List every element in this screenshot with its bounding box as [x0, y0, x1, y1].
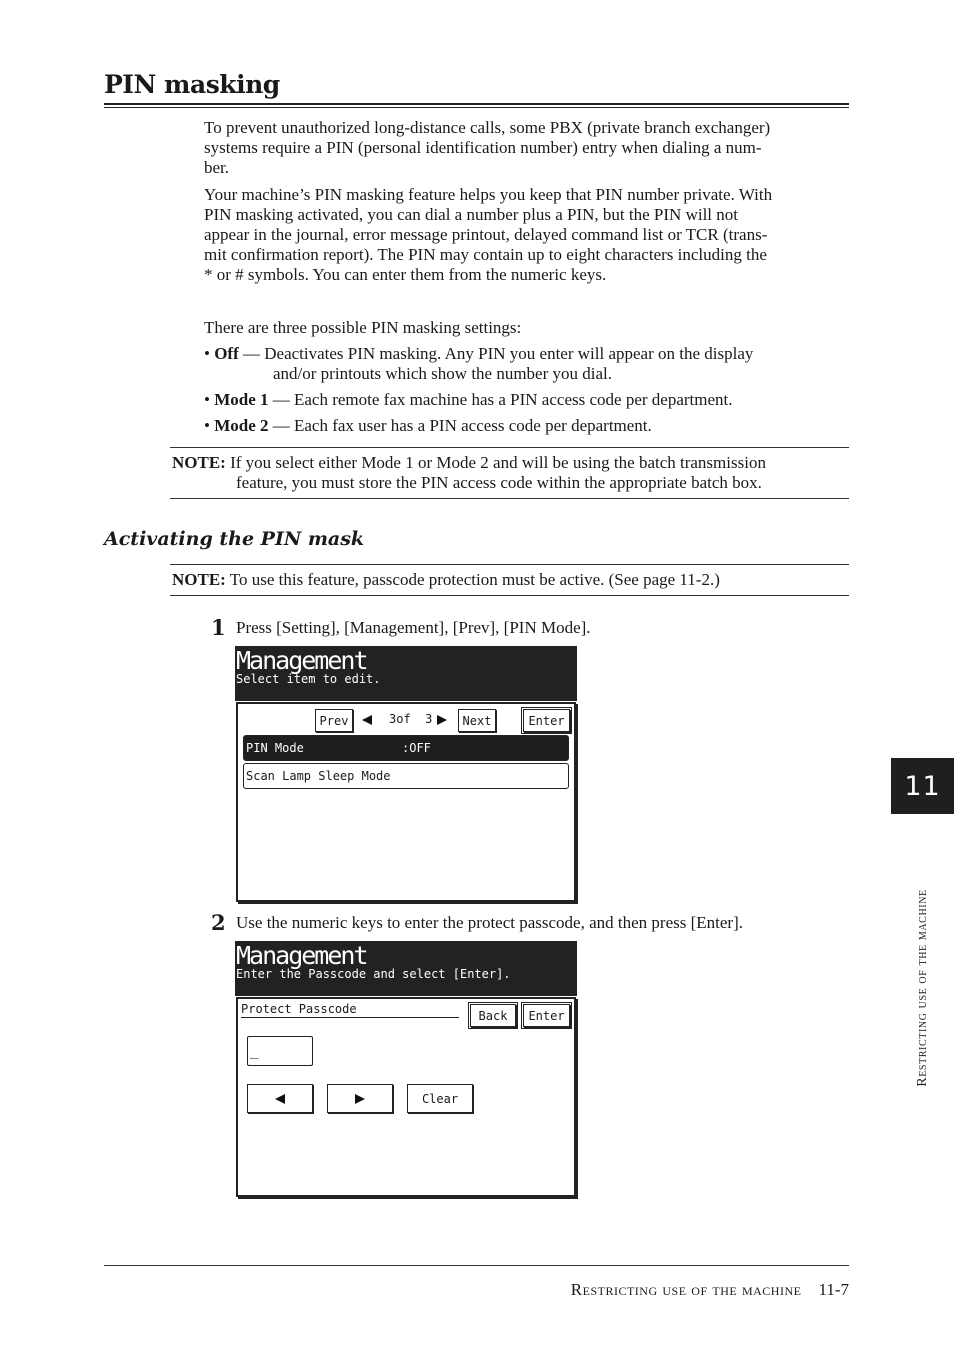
lcd-title: Management — [236, 941, 367, 970]
settings-intro: There are three possible PIN masking settings: — [204, 318, 522, 337]
lcd-panel — [236, 702, 576, 902]
title-rule-thin — [104, 107, 849, 108]
text-line: mit confirmation report). The PIN may contain up to eight characters including the — [204, 245, 767, 264]
setting-bullet-off: • Off — Deactivates PIN masking. Any PIN you enter will appear on the display and/or printouts which show the number you dial. — [204, 344, 852, 384]
lcd-panel — [236, 997, 576, 1197]
note-label: NOTE: — [172, 570, 226, 589]
enter-button[interactable]: Enter — [523, 709, 570, 732]
text-line: * or # symbols. You can enter them from the numeric keys. — [204, 265, 607, 284]
note-text: If you select either Mode 1 or Mode 2 and will be using the batch transmission — [230, 453, 766, 472]
list-item-scan-lamp[interactable] — [243, 763, 569, 789]
step-number: 2 — [211, 910, 226, 935]
lcd-screen-pin-mode — [235, 646, 577, 902]
intro-paragraph-2 — [204, 185, 852, 285]
clear-button[interactable]: Clear — [407, 1084, 473, 1113]
lcd-header — [235, 646, 577, 701]
setting-label: Off — [214, 344, 239, 363]
note-rule-bottom — [170, 498, 849, 499]
setting-bullet-mode1: • Mode 1 — Each remote fax machine has a PIN access code per department. — [204, 390, 733, 409]
item-label: PIN Mode — [246, 741, 304, 755]
note-text-cont: feature, you must store the PIN access code within the appropriate batch box. — [236, 473, 762, 492]
section-title: PIN masking — [104, 70, 280, 99]
setting-bullet-mode2: • Mode 2 — Each fax user has a PIN access code per department. — [204, 416, 652, 435]
field-label: Protect Passcode — [241, 1002, 459, 1018]
text-line: appear in the journal, error message printout, delayed command list or TCR (trans- — [204, 225, 768, 244]
lcd-screen-passcode — [235, 941, 577, 1197]
footer-chapter-title: Restricting use of the machine — [570, 1280, 802, 1299]
footer-rule — [104, 1265, 849, 1266]
page-number: 11-7 — [818, 1280, 849, 1299]
note-label: NOTE: — [172, 453, 226, 472]
side-chapter-label — [888, 828, 954, 1148]
note-rule-top — [170, 447, 849, 448]
footer — [400, 1280, 849, 1300]
text-line: systems require a PIN (personal identification number) entry when dialing a num- — [204, 138, 762, 157]
note-text: To use this feature, passcode protection must be active. (See page 11-2.) — [229, 570, 720, 589]
setting-desc: — Deactivates PIN masking. Any PIN you enter will appear on the display — [238, 344, 754, 363]
step-text: Use the numeric keys to enter the protect passcode, and then press [Enter]. — [236, 913, 743, 932]
lcd-title: Management — [236, 646, 367, 675]
note-rule-bottom — [170, 595, 849, 596]
cursor-left-button[interactable] — [247, 1084, 313, 1113]
text-line: Your machine’s PIN masking feature helps you keep that PIN number private. With — [204, 185, 773, 204]
item-value: :OFF — [402, 741, 431, 755]
subsection-title: Activating the PIN mask — [104, 528, 365, 550]
list-item-pin-mode[interactable] — [243, 735, 569, 761]
side-label-text: Restricting use of the machine — [915, 889, 930, 1087]
setting-desc-cont: and/or printouts which show the number you dial. — [273, 364, 613, 383]
note-batch — [172, 453, 849, 493]
setting-desc: — Each fax user has a PIN access code per department. — [268, 416, 652, 435]
step-text: Press [Setting], [Management], [Prev], [PIN Mode]. — [236, 618, 591, 637]
right-arrow-icon — [355, 1094, 365, 1104]
text-line: ber. — [204, 158, 230, 177]
lcd-subtitle: Enter the Passcode and select [Enter]. — [236, 967, 511, 981]
text-line: To prevent unauthorized long-distance calls, some PBX (private branch exchanger) — [204, 118, 771, 137]
item-label: Scan Lamp Sleep Mode — [246, 769, 391, 783]
note-passcode — [172, 570, 849, 590]
passcode-input[interactable]: _ — [247, 1036, 313, 1066]
lcd-subtitle: Select item to edit. — [236, 672, 381, 686]
step-number: 1 — [211, 615, 226, 640]
back-button[interactable]: Back — [470, 1004, 516, 1027]
page-indicator: 3of 3 — [389, 712, 433, 726]
intro-paragraph-1 — [204, 118, 852, 178]
chapter-tab: 11 — [891, 758, 954, 814]
left-arrow-icon — [275, 1094, 285, 1104]
setting-desc: — Each remote fax machine has a PIN access code per department. — [268, 390, 733, 409]
setting-label: Mode 2 — [214, 416, 269, 435]
title-rule — [104, 103, 849, 105]
text-line: PIN masking activated, you can dial a number plus a PIN, but the PIN will not — [204, 205, 738, 224]
cursor-right-button[interactable] — [327, 1084, 393, 1113]
right-arrow-icon — [437, 715, 447, 725]
lcd-header — [235, 941, 577, 996]
note-rule-top — [170, 564, 849, 565]
setting-label: Mode 1 — [214, 390, 269, 409]
prev-button[interactable]: Prev — [315, 709, 353, 732]
left-arrow-icon — [362, 715, 372, 725]
next-button[interactable]: Next — [458, 709, 496, 732]
enter-button[interactable]: Enter — [523, 1004, 570, 1027]
